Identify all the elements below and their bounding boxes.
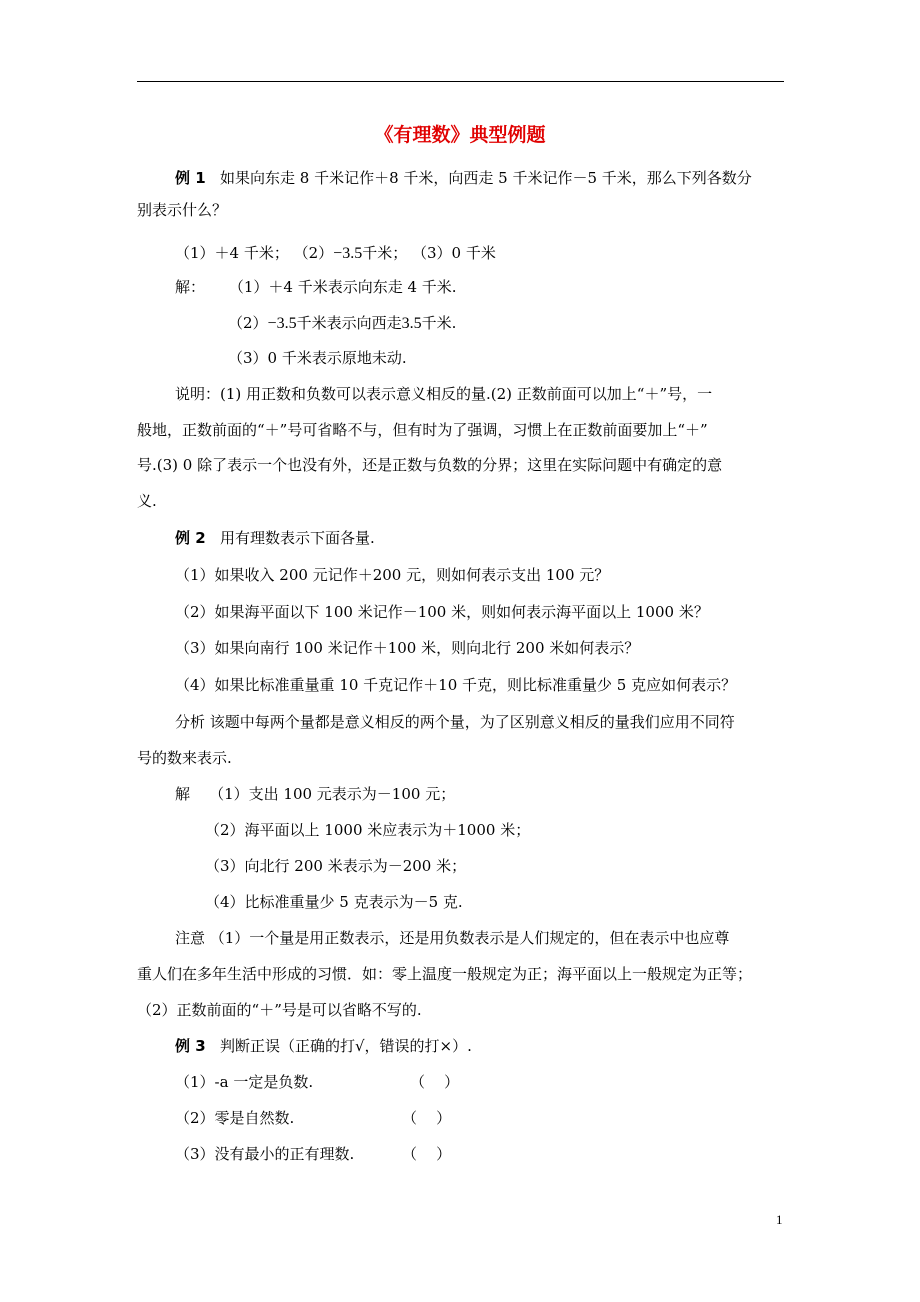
example-2-label: 例 2: [175, 529, 206, 547]
example-3-label: 例 3: [175, 1037, 206, 1055]
example-1-note-2: 般地，正数前面的“＋”号可省略不与，但有时为了强调，习惯上在正数前面要加上“＋”: [137, 421, 708, 439]
example-1-solution-2: （2）−3.5千米表示向西走3.5千米.: [228, 314, 457, 332]
example-2-question-1: （1）如果收入 200 元记作＋200 元，则如何表示支出 100 元？: [175, 566, 610, 584]
example-1-line-1: [175, 168, 752, 188]
example-1-solution-1: 解： （1）＋4 千米表示向东走 4 千米.: [175, 278, 457, 296]
example-2-solution-3: （3）向北行 200 米表示为－200 米；: [205, 857, 467, 875]
example-1-items: （1）＋4 千米； （2）−3.5千米； （3）0 千米: [175, 244, 496, 262]
example-2-solution-1: 解 （1）支出 100 元表示为－100 元；: [175, 785, 456, 803]
example-2-attention-2: 重人们在多年生活中形成的习惯．如：零上温度一般规定为正；海平面以上一般规定为正等；: [137, 965, 753, 983]
example-2-question-3: （3）如果向南行 100 米记作＋100 米，则向北行 200 米如何表示？: [175, 639, 640, 657]
example-2-question-2: （2）如果海平面以下 100 米记作－100 米，则如何表示海平面以上 1000 米？: [175, 603, 709, 621]
example-1-note-1: 说明：(1) 用正数和负数可以表示意义相反的量.(2) 正数前面可以加上“＋”号，一: [175, 385, 713, 403]
example-2-analysis-2: 号的数来表示.: [137, 749, 232, 767]
example-1-text: 如果向东走 8 千米记作＋8 千米，向西走 5 千米记作－5 千米，那么下列各数分: [219, 169, 752, 187]
example-3-line-1: 例 3 判断正误（正确的打√，错误的打×）.: [175, 1037, 472, 1055]
page-number: 1: [776, 1212, 783, 1227]
example-1-line-2: 别表示什么？: [137, 201, 228, 219]
example-3-item-2: （2）零是自然数.: [175, 1109, 295, 1127]
example-2-line-1: 例 2 用有理数表示下面各量.: [175, 529, 375, 547]
example-2-question-4: （4）如果比标准重量重 10 千克记作＋10 千克，则比标准重量少 5 克应如何表示？: [175, 676, 737, 694]
header-rule: [137, 81, 784, 82]
example-3-item-1: （1）-a 一定是负数.: [175, 1073, 314, 1091]
example-1-note-3: 号.(3) 0 除了表示一个也没有外，还是正数与负数的分界；这里在实际问题中有确定的意: [137, 456, 723, 474]
example-1-label: 例 1: [175, 169, 206, 187]
example-2-analysis-1: 分析 该题中每两个量都是意义相反的两个量，为了区别意义相反的量我们应用不同符: [175, 713, 735, 731]
example-1-note-4: 义.: [137, 492, 157, 510]
answer-blank-2[interactable]: （ ）: [402, 1109, 452, 1127]
example-2-solution-4: （4）比标准重量少 5 克表示为－5 克.: [205, 893, 463, 911]
example-1-solution-3: （3）0 千米表示原地未动.: [228, 349, 407, 367]
answer-blank-1[interactable]: （ ）: [410, 1073, 460, 1091]
solution-label: 解: [175, 785, 191, 803]
example-2-solution-2: （2）海平面以上 1000 米应表示为＋1000 米；: [205, 821, 531, 839]
page-title: 《有理数》典型例题: [374, 124, 546, 146]
example-2-attention-1: 注意 （1）一个量是用正数表示，还是用负数表示是人们规定的，但在表示中也应尊: [175, 929, 730, 947]
example-3-item-3: （3）没有最小的正有理数.: [175, 1145, 355, 1163]
answer-blank-3[interactable]: （ ）: [402, 1145, 452, 1163]
example-2-attention-3: （2）正数前面的“＋”号是可以省略不写的.: [137, 1001, 422, 1019]
solution-label: 解：: [175, 278, 206, 296]
